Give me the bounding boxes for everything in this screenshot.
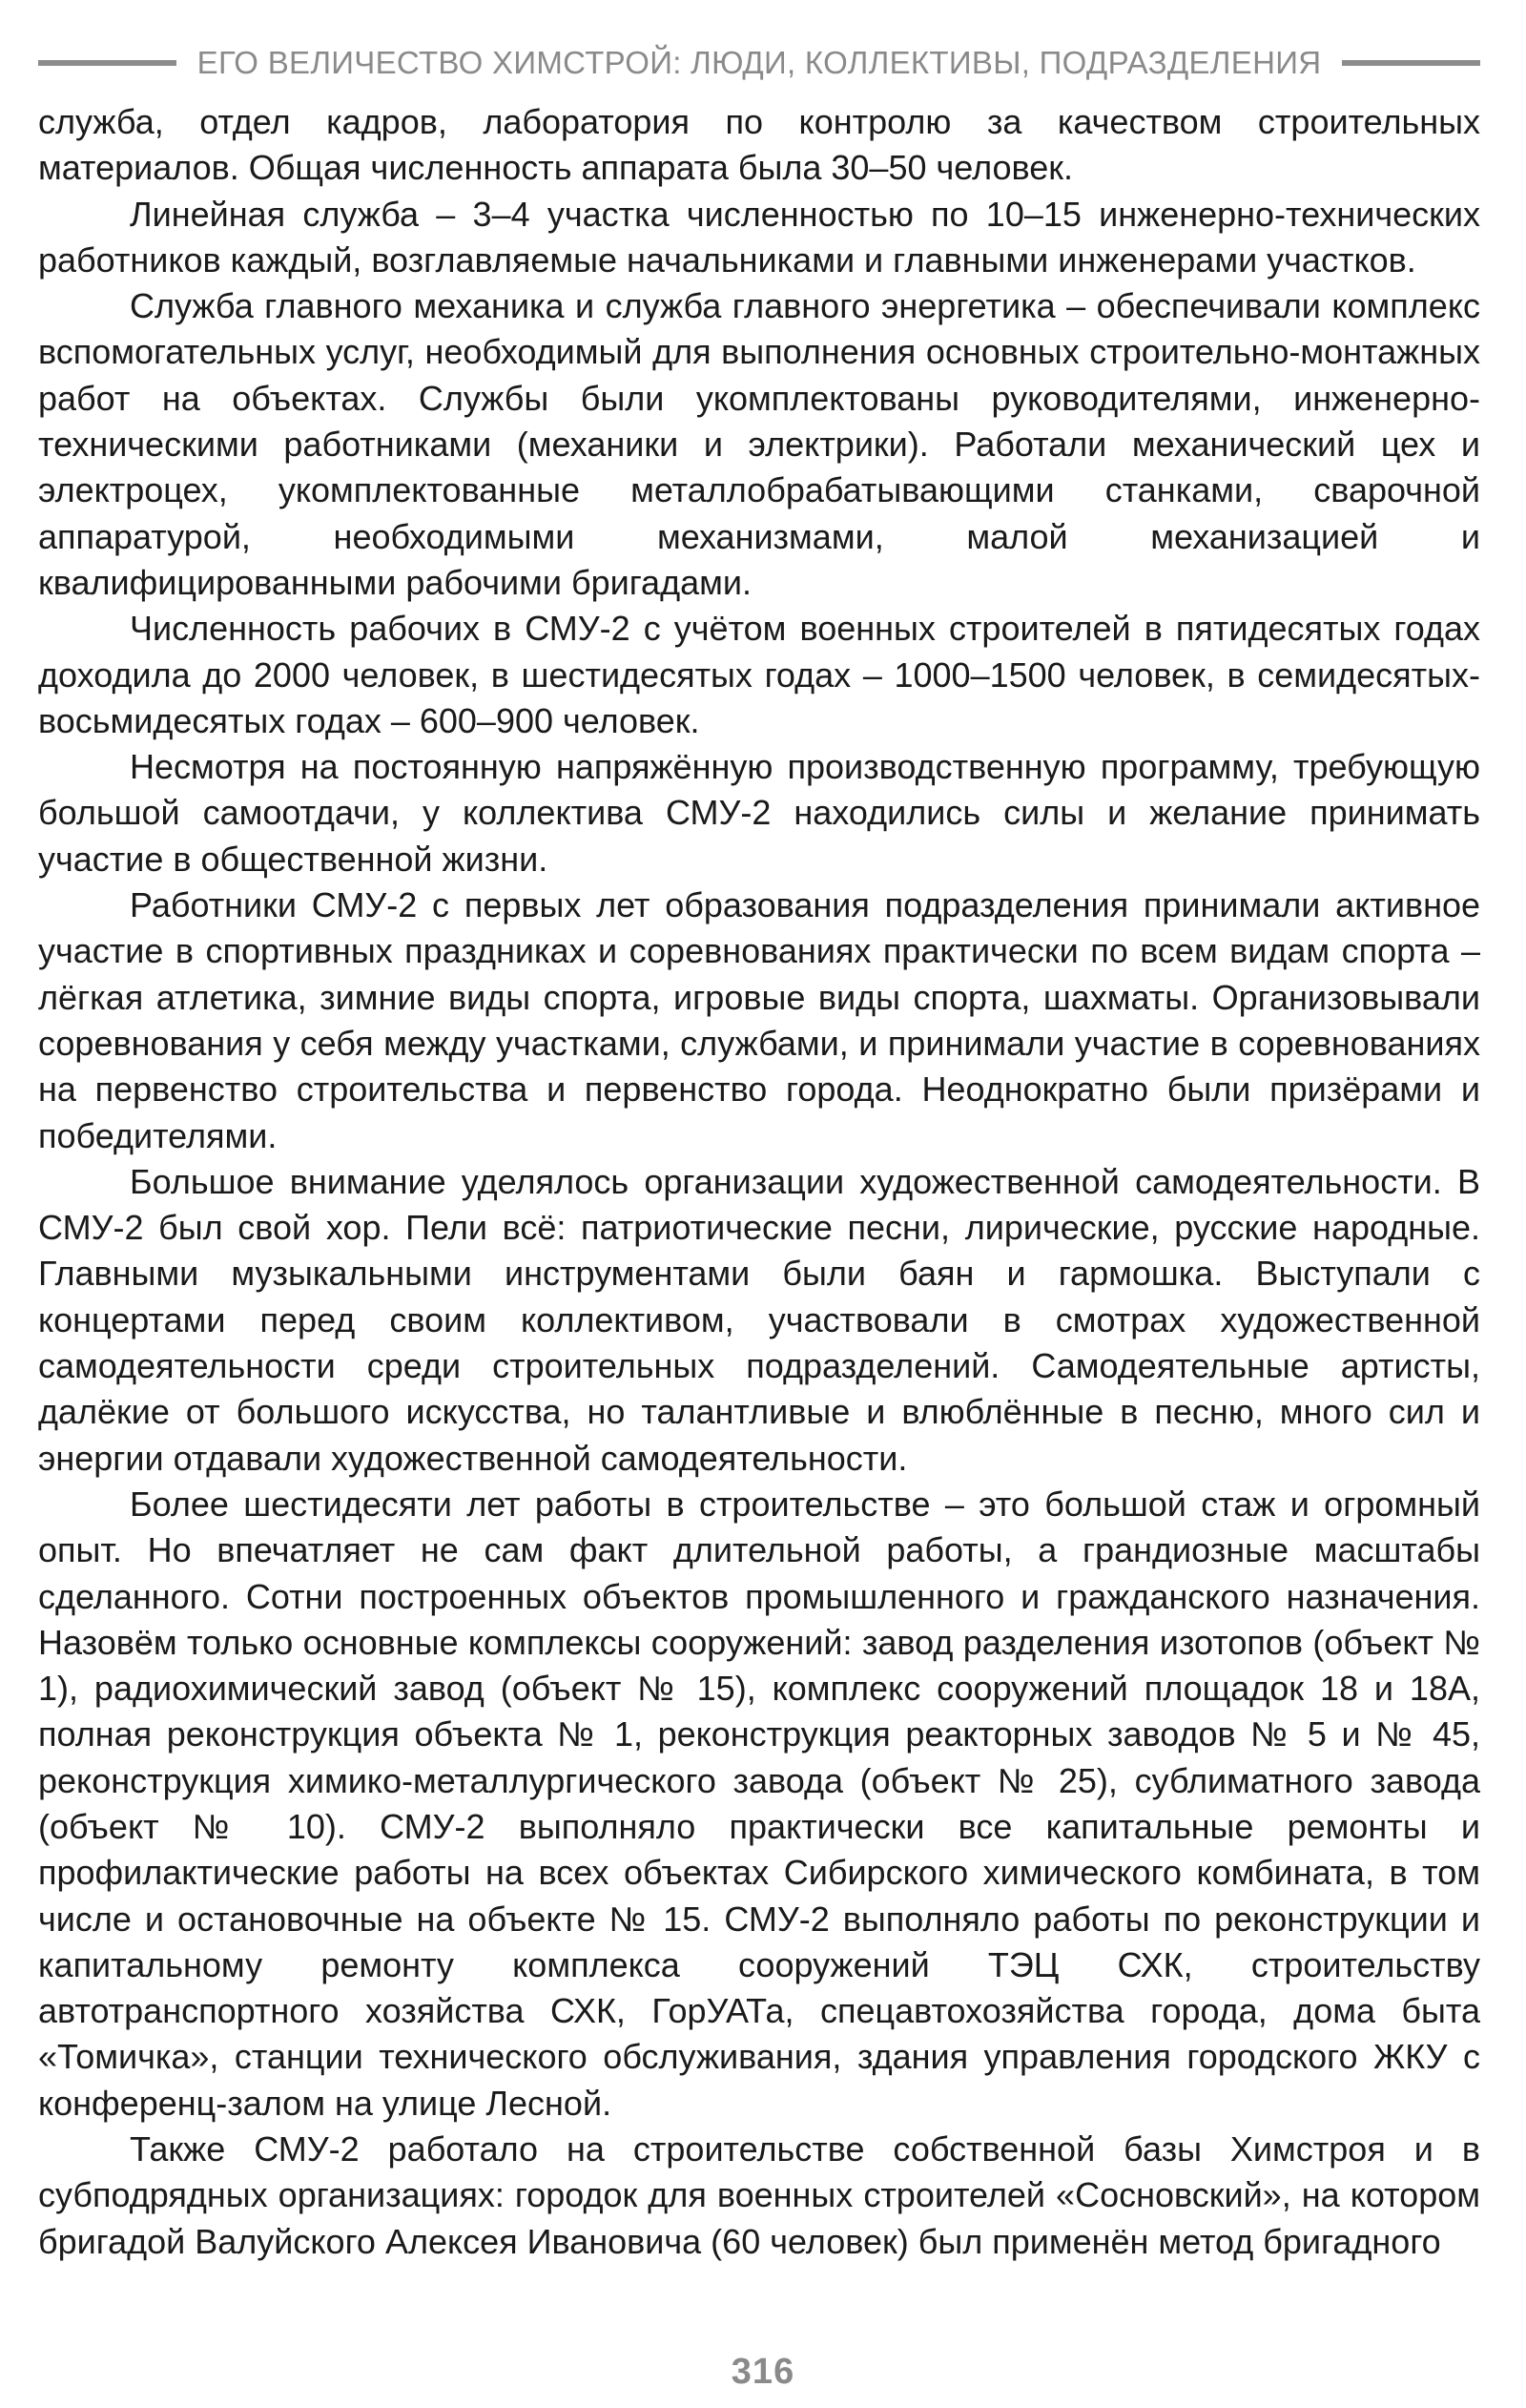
header-rule-left (38, 60, 176, 66)
paragraph-2: Линейная служба – 3–4 участка численностью по 10–15 инженерно-технических работников каждый, возглавляемые начальниками и главными инженерами участков. (38, 194, 1480, 280)
page-number: 316 (731, 2352, 795, 2392)
paragraph-1: служба, отдел кадров, лаборатория по контролю за качеством строительных материалов. Общая численность аппарата была 30–50 человек. (38, 102, 1480, 188)
paragraph-6: Работники СМУ-2 с первых лет образования подразделения принимали активное участие в спортивных праздниках и соревнованиях практически по всем видам спорта – лёгкая атлетика, зимние виды спорта, игровые виды спорта, шахматы. Организовывали соревнования у себя между участками, службами, и принимали участие в соревнованиях на первенство строительства и первенство города. Неоднократно были призёрами и победителями. (38, 885, 1480, 1155)
paragraph-3: Служба главного механика и служба главного энергетика – обеспечивали комплекс вспомогательных услуг, необходимый для выполнения основных строительно-монтажных работ на объектах. Службы были укомплектованы руководителями, инженерно-техническими работниками (механики и электрики). Работали механический цех и электроцех, укомплектованные металлобрабатывающими станками, сварочной аппаратурой, необходимыми механизмами, малой механизацией и квалифицированными рабочими бригадами. (38, 286, 1480, 602)
paragraph-8: Более шестидесяти лет работы в строительстве – это большой стаж и огромный опыт. Но впечатляет не сам факт длительной работы, а грандиозные масштабы сделанного. Сотни построенных объектов промышленного и гражданского назначения. Назовём только основные комплексы сооружений: завод разделения изотопов (объект № 1), радиохимический завод (объект № 15), комплекс сооружений площадок 18 и 18А, полная реконструкция объекта № 1, реконструкция реакторных заводов № 5 и № 45, реконструкция химико-металлургического завода (объект № 25), сублиматного завода (объект № 10). СМУ-2 выполняло практически все капитальные ремонты и профилактические работы на всех объектах Сибирского химического комбината, в том числе и остановочные на объекте № 15. СМУ-2 выполняло работы по реконструкции и капитальному ремонту комплекса сооружений ТЭЦ СХК, строительству автотранспортного хозяйства СХК, ГорУАТа, спецавтохозяйства города, дома быта «Томичка», станции технического обслуживания, здания управления городского ЖКУ с конференц-залом на улице Лесной. (38, 1484, 1480, 2123)
running-header (38, 44, 1480, 82)
header-rule-right (1342, 60, 1480, 66)
paragraph-4: Численность рабочих в СМУ-2 с учётом военных строителей в пятидесятых годах доходила до 2000 человек, в шестидесятых годах – 1000–1500 человек, в семидесятых-восьмидесятых годах – 600–900 человек. (38, 609, 1480, 740)
paragraph-5: Несмотря на постоянную напряжённую производственную программу, требующую большой самоотдачи, у коллектива СМУ-2 находились силы и желание принимать участие в общественной жизни. (38, 747, 1480, 879)
paragraph-7: Большое внимание уделялось организации художественной самодеятельности. В СМУ-2 был свой хор. Пели всё: патриотические песни, лирические, русские народные. Главными музыкальными инструментами были баян и гармошка. Выступали с концертами перед своим коллективом, участвовали в смотрах художественной самодеятельности среди строительных подразделений. Самодеятельные артисты, далёкие от большого искусства, но талантливые и влюблённые в песню, много сил и энергии отдавали художественной самодеятельности. (38, 1161, 1480, 1478)
paragraph-9: Также СМУ-2 работало на строительстве собственной базы Химстроя и в субподрядных организациях: городок для военных строителей «Сосновский», на котором бригадой Валуйского Алексея Ивановича (60 человек) был применён метод бригадного (38, 2129, 1480, 2261)
body-text (38, 99, 1480, 2265)
running-header-title: ЕГО ВЕЛИЧЕСТВО ХИМСТРОЙ: ЛЮДИ, КОЛЛЕКТИВЫ, ПОДРАЗДЕЛЕНИЯ (196, 45, 1322, 80)
